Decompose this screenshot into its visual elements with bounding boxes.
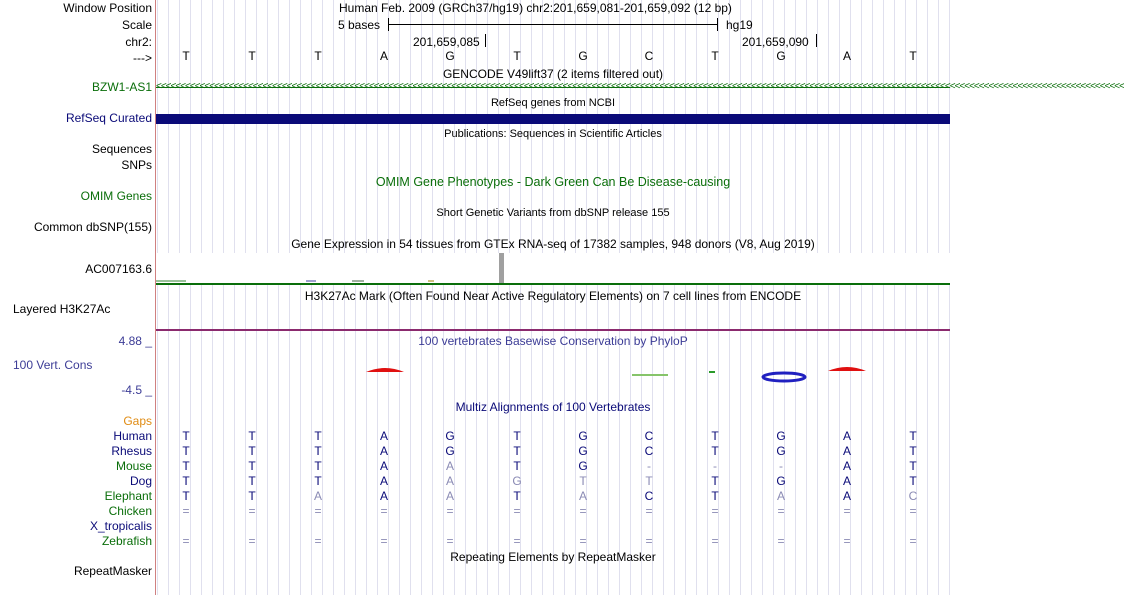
reference-base: T bbox=[314, 49, 322, 63]
alignment-base: = bbox=[579, 504, 587, 518]
alignment-base: T bbox=[314, 474, 322, 488]
bzw1-as1-gene-feature[interactable]: <<<<<<<<<<<<<<<<<<<<<<<<<<<<<<<<<<<<<<<<<<<<<<<<<<<<<<<<<<<<<<<<<<<<<<<<<<<<<<<<<<<<<<<<<<<<<<<<<<<<<<<<<<<<<<<<<<<<<<<<<<<<<<<<<<<<<<<<<<<<<<<<<<<<<<<<<<<<<<<<<<<<<<<<<<<<<<<<<<<<<<<<<<<<<<<<<<<<<<<< bbox=[156, 81, 1124, 92]
alignment-base: = bbox=[446, 534, 454, 548]
alignment-base: T bbox=[248, 489, 256, 503]
alignment-base: A bbox=[379, 459, 388, 473]
species-label-x-tropicalis[interactable]: X_tropicalis bbox=[89, 519, 152, 533]
alignment-base: A bbox=[842, 474, 851, 488]
phylop-peak-a bbox=[828, 367, 866, 371]
track-label-bzw1-as1[interactable]: BZW1-AS1 bbox=[91, 80, 152, 94]
alignment-base: A bbox=[842, 429, 851, 443]
alignment-base: T bbox=[513, 489, 521, 503]
phylop-track-title: 100 vertebrates Basewise Conservation by PhyloP bbox=[418, 334, 688, 348]
alignment-base: T bbox=[645, 474, 653, 488]
alignment-base: A bbox=[379, 474, 388, 488]
alignment-base: = bbox=[314, 504, 322, 518]
gtex-small-bar bbox=[352, 280, 364, 282]
alignment-base: A bbox=[842, 489, 851, 503]
alignment-base: = bbox=[711, 504, 719, 518]
alignment-base: = bbox=[248, 504, 256, 518]
alignment-base: T bbox=[182, 459, 190, 473]
track-label-refseq-curated[interactable]: RefSeq Curated bbox=[65, 111, 152, 125]
track-label-layered-h3k27ac[interactable]: Layered H3K27Ac bbox=[13, 302, 111, 316]
phylop-axis-min: -4.5 _ bbox=[121, 383, 152, 397]
alignment-base: A bbox=[445, 459, 454, 473]
alignment-base: T bbox=[248, 444, 256, 458]
alignment-base: = bbox=[777, 534, 785, 548]
assembly-label: hg19 bbox=[726, 18, 753, 32]
alignment-base: = bbox=[777, 504, 785, 518]
reference-base: G bbox=[776, 49, 786, 63]
alignment-base: G bbox=[578, 459, 588, 473]
reference-base: C bbox=[644, 49, 654, 63]
dbsnp-track-title: Short Genetic Variants from dbSNP release 155 bbox=[436, 207, 670, 219]
alignment-base: A bbox=[842, 444, 851, 458]
alignment-base: G bbox=[776, 474, 786, 488]
track-label-omim-genes[interactable]: OMIM Genes bbox=[80, 189, 152, 203]
alignment-base: T bbox=[314, 429, 322, 443]
species-label-rhesus[interactable]: Rhesus bbox=[111, 444, 152, 458]
alignment-base: T bbox=[314, 444, 322, 458]
chromosome-label: chr2: bbox=[125, 35, 152, 49]
gtex-small-bar bbox=[156, 280, 186, 282]
alignment-base: T bbox=[182, 474, 190, 488]
reference-base: A bbox=[379, 49, 388, 63]
alignment-base: G bbox=[445, 444, 455, 458]
species-label-human[interactable]: Human bbox=[113, 429, 152, 443]
scale-bar-left-tick bbox=[388, 18, 389, 31]
strand-arrow-label: ---> bbox=[133, 51, 152, 65]
alignment-base: = bbox=[182, 534, 190, 548]
alignment-base: = bbox=[182, 504, 190, 518]
track-label-repeatmasker[interactable]: RepeatMasker bbox=[73, 564, 152, 578]
phylop-axis-max: 4.88 _ bbox=[118, 334, 152, 348]
alignment-base: G bbox=[445, 429, 455, 443]
alignment-base: T bbox=[711, 429, 719, 443]
alignment-base: = bbox=[579, 534, 587, 548]
alignment-base: G bbox=[512, 474, 522, 488]
alignment-base: A bbox=[313, 489, 322, 503]
alignment-base: G bbox=[578, 429, 588, 443]
species-label-zebrafish[interactable]: Zebrafish bbox=[101, 534, 152, 548]
track-label-common-dbsnp[interactable]: Common dbSNP(155) bbox=[33, 220, 152, 234]
alignment-base: A bbox=[842, 459, 851, 473]
alignment-base: = bbox=[909, 534, 917, 548]
alignment-base: T bbox=[182, 429, 190, 443]
alignment-base: T bbox=[248, 474, 256, 488]
track-label-100-vert-cons[interactable]: 100 Vert. Cons bbox=[13, 358, 93, 372]
alignment-base: G bbox=[776, 444, 786, 458]
alignment-base: = bbox=[380, 534, 388, 548]
alignment-base: = bbox=[645, 534, 653, 548]
reference-base: G bbox=[445, 49, 455, 63]
reference-base: A bbox=[842, 49, 851, 63]
gtex-plot-area[interactable] bbox=[156, 253, 950, 283]
alignment-base: - bbox=[713, 459, 717, 473]
reference-base: G bbox=[578, 49, 588, 63]
refseq-track-title: RefSeq genes from NCBI bbox=[490, 97, 616, 109]
reference-base: T bbox=[711, 49, 719, 63]
alignment-base: T bbox=[513, 459, 521, 473]
alignment-base: = bbox=[314, 534, 322, 548]
scale-bar-right-tick bbox=[717, 18, 718, 31]
alignment-base: = bbox=[645, 504, 653, 518]
species-label-dog[interactable]: Dog bbox=[129, 474, 152, 488]
ruler-coordinate-2: 201,659,090 bbox=[742, 35, 809, 49]
alignment-base: G bbox=[578, 444, 588, 458]
ruler-tick-1 bbox=[485, 34, 486, 47]
reference-base: T bbox=[182, 49, 190, 63]
alignment-base: = bbox=[513, 534, 521, 548]
alignment-base: T bbox=[579, 474, 587, 488]
track-label-ac007163[interactable]: AC007163.6 bbox=[85, 262, 152, 276]
alignment-base: T bbox=[909, 459, 917, 473]
alignment-base: T bbox=[711, 489, 719, 503]
alignment-base: - bbox=[779, 459, 783, 473]
gtex-expression-bar bbox=[499, 253, 504, 283]
alignment-base: = bbox=[446, 504, 454, 518]
gtex-track-title: Gene Expression in 54 tissues from GTEx RNA-seq of 17382 samples, 948 donors (V8, Aug 2019) bbox=[291, 237, 815, 251]
reference-base: T bbox=[513, 49, 521, 63]
alignment-base: T bbox=[711, 474, 719, 488]
h3k27ac-signal-line bbox=[156, 329, 950, 331]
alignment-base: T bbox=[314, 459, 322, 473]
alignment-base: T bbox=[513, 429, 521, 443]
alignment-base: A bbox=[776, 489, 785, 503]
gtex-small-bar bbox=[306, 280, 316, 282]
alignment-base: A bbox=[379, 429, 388, 443]
track-label-gaps[interactable]: Gaps bbox=[123, 414, 152, 428]
alignment-base: C bbox=[644, 444, 654, 458]
alignment-base: = bbox=[248, 534, 256, 548]
alignment-base: T bbox=[248, 459, 256, 473]
alignment-base: C bbox=[644, 429, 654, 443]
track-label-sequences[interactable]: Sequences bbox=[91, 142, 152, 156]
alignment-base: C bbox=[908, 489, 918, 503]
repeatmasker-track-title: Repeating Elements by RepeatMasker bbox=[450, 550, 656, 564]
publications-track-title: Publications: Sequences in Scientific Articles bbox=[444, 128, 662, 140]
gtex-baseline bbox=[156, 283, 950, 285]
phylop-logo-plot bbox=[156, 360, 950, 390]
alignment-base: A bbox=[578, 489, 587, 503]
alignment-base: T bbox=[513, 444, 521, 458]
gtex-small-bar bbox=[428, 280, 434, 282]
alignment-base: A bbox=[379, 489, 388, 503]
window-position-label: Window Position bbox=[63, 1, 152, 15]
alignment-base: C bbox=[644, 489, 654, 503]
species-label-chicken[interactable]: Chicken bbox=[108, 504, 152, 518]
alignment-base: T bbox=[248, 429, 256, 443]
alignment-base: T bbox=[182, 489, 190, 503]
alignment-base: G bbox=[776, 429, 786, 443]
track-label-snps[interactable]: SNPs bbox=[121, 158, 152, 172]
alignment-base: = bbox=[843, 534, 851, 548]
species-label-elephant[interactable]: Elephant bbox=[104, 489, 152, 503]
alignment-base: T bbox=[909, 429, 917, 443]
track-labels-panel bbox=[0, 0, 155, 595]
alignment-base: = bbox=[513, 504, 521, 518]
alignment-base: T bbox=[182, 444, 190, 458]
scale-bases-text: 5 bases bbox=[338, 18, 381, 32]
alignment-base: A bbox=[445, 489, 454, 503]
alignment-base: = bbox=[843, 504, 851, 518]
h3k27ac-track-title: H3K27Ac Mark (Often Found Near Active Regulatory Elements) on 7 cell lines from ENCODE bbox=[304, 289, 802, 303]
species-label-mouse[interactable]: Mouse bbox=[115, 459, 152, 473]
alignment-base: = bbox=[380, 504, 388, 518]
alignment-base: T bbox=[711, 444, 719, 458]
ruler-tick-2 bbox=[816, 34, 817, 47]
window-position-text: Human Feb. 2009 (GRCh37/hg19) chr2:201,659,081-201,659,092 (12 bp) bbox=[339, 1, 732, 15]
gencode-track-title: GENCODE V49lift37 (2 items filtered out) bbox=[442, 67, 664, 81]
reference-base: T bbox=[909, 49, 917, 63]
alignment-base: = bbox=[711, 534, 719, 548]
scale-bar bbox=[388, 24, 718, 25]
alignment-base: A bbox=[379, 444, 388, 458]
scale-label: Scale bbox=[121, 18, 152, 32]
multiz-track-title: Multiz Alignments of 100 Vertebrates bbox=[455, 400, 651, 414]
omim-track-title: OMIM Gene Phenotypes - Dark Green Can Be Disease-causing bbox=[375, 175, 731, 189]
alignment-base: - bbox=[647, 459, 651, 473]
alignment-base: T bbox=[909, 474, 917, 488]
alignment-base: = bbox=[909, 504, 917, 518]
reference-base: T bbox=[248, 49, 256, 63]
ruler-coordinate-1: 201,659,085 bbox=[413, 35, 480, 49]
alignment-base: T bbox=[909, 444, 917, 458]
refseq-gene-bar[interactable] bbox=[156, 114, 950, 124]
alignment-base: A bbox=[445, 474, 454, 488]
phylop-peak-a bbox=[366, 368, 404, 372]
phylop-g-logo bbox=[763, 373, 805, 381]
